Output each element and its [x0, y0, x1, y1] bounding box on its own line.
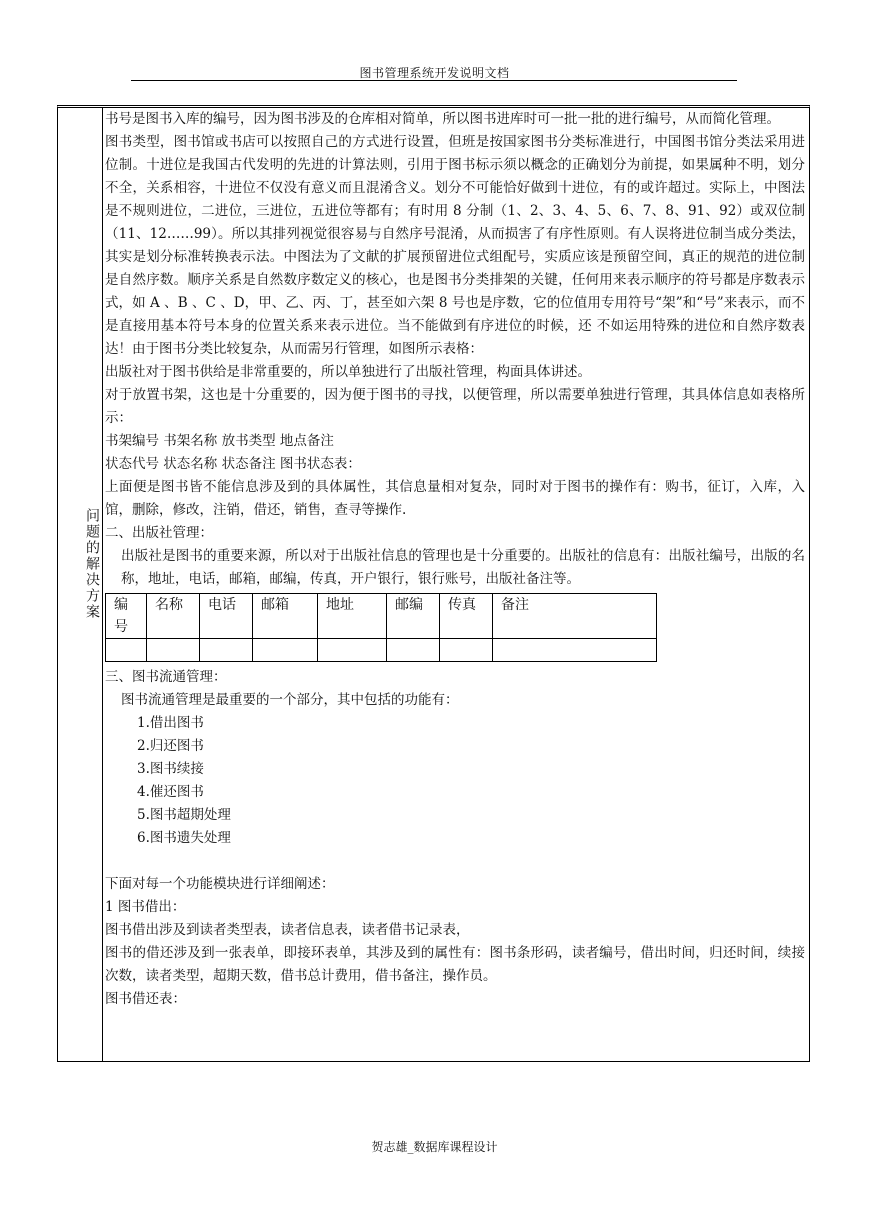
table-header-cell: 邮编	[387, 594, 440, 639]
table-header-cell: 编号	[106, 594, 147, 639]
header-rule	[131, 80, 737, 81]
content-body	[105, 108, 805, 1011]
paragraph: 出版社对于图书供给是非常重要的，所以单独进行了出版社管理，构面具体讲述。	[105, 364, 591, 380]
paragraph: 书号是图书入库的编号，因为图书涉及的仓库相对简单，所以图书进库时可一批一批的进行编号，从而简化管理。	[105, 111, 780, 127]
paragraph: 出版社是图书的重要来源，所以对于出版社信息的管理也是十分重要的。出版社的信息有：出版社编号，出版的名称，地址，电话，邮箱，邮编，传真，开户银行，银行账号，出版社备注等。	[121, 548, 805, 587]
page-footer: 贺志雄_数据库课程设计	[371, 1140, 498, 1154]
blank-line	[105, 850, 805, 873]
table-cell	[493, 639, 657, 662]
paragraph: 图书类型，图书馆或书店可以按照自己的方式进行设置，但班是按国家图书分类标准进行，中国图书馆分类法采用进位制。十进位是我国古代发明的先进的计算法则，引用于图书标示须以概念的正确划分为前提，如果属种不明，划分不全，关系相容，十进位不仅没有意义而且混淆含义。划分不可能恰好做到十进位，有的或许超过。实际上，中图法是不规则进位，二进位，三进位，五进位等都有；有时用 8 分制（1、2、3、4、5、6、7、8、91、92）或双位制（11、12……99）。所以其排列视觉很容易与自然序号混淆，从而损害了有序性原则。有人误将进位制当成分类法，其实是划分标准转换表示法。中图法为了文献的扩展预留进位式组配号，实质应该是预留空间，真正的规范的进位制是自然序数。顺序关系是自然数序数定义的核心，也是图书分类排架的关键，任何用来表示顺序的符号都是序数表示式，如 A 、B 、C 、D，甲、乙、丙、丁，甚至如六架 8 号也是序数，它的位值用专用符号“架”和“号”来表示，而不是直接用基本符号本身的位置关系来表示进位。当不能做到有序进位的时候，还 不如运用特殊的进位和自然序数表达！由于图书分类比较复杂，从而需另行管理，如图所示表格：	[105, 134, 805, 357]
left-column	[58, 108, 103, 1061]
table-cell	[106, 639, 147, 662]
list-item: 4.催还图书	[137, 784, 204, 800]
table-cell	[147, 639, 200, 662]
paragraph: 状态代号 状态名称 状态备注 图书状态表：	[105, 456, 361, 472]
table-header-cell: 名称	[147, 594, 200, 639]
section-heading: 三、图书流通管理：	[105, 669, 227, 685]
table-header-row	[106, 594, 657, 639]
content-frame	[57, 105, 810, 1062]
section-heading: 二、出版社管理：	[105, 525, 213, 541]
page-header: 图书管理系统开发说明文档	[359, 66, 510, 80]
table-row	[106, 639, 657, 662]
list-item: 6.图书遗失处理	[137, 830, 231, 846]
table-header-cell: 邮箱	[253, 594, 318, 639]
table-cell	[200, 639, 253, 662]
table-header-cell: 电话	[200, 594, 253, 639]
paragraph: 图书借还表：	[105, 991, 186, 1007]
paragraph: 图书流通管理是最重要的一个部分，其中包括的功能有：	[121, 692, 459, 708]
paragraph: 图书借出涉及到读者类型表，读者信息表，读者借书记录表，	[105, 922, 470, 938]
paragraph: 书架编号 书架名称 放书类型 地点备注	[105, 433, 334, 449]
list-item: 5.图书超期处理	[137, 807, 231, 823]
paragraph: 图书的借还涉及到一张表单，即接环表单，其涉及到的属性有：图书条形码，读者编号，借出时间，归还时间，续接次数，读者类型，超期天数，借书总计费用，借书备注，操作员。	[105, 945, 805, 984]
table-header-cell: 传真	[440, 594, 493, 639]
paragraph: 上面便是图书皆不能信息涉及到的具体属性，其信息量相对复杂，同时对于图书的操作有：购书，征订，入库，入馆，删除，修改，注销，借还，销售，查寻等操作.	[105, 479, 805, 518]
table-header-cell: 地址	[318, 594, 387, 639]
section-label: 问题的解决方案	[84, 508, 100, 620]
sub-heading: 1 图书借出：	[105, 899, 186, 915]
list-item: 1.借出图书	[137, 715, 204, 731]
list-item: 2.归还图书	[137, 738, 204, 754]
publisher-table	[105, 593, 657, 662]
table-cell	[253, 639, 318, 662]
paragraph: 下面对每一个功能模块进行详细阐述：	[105, 876, 335, 892]
table-cell	[440, 639, 493, 662]
table-cell	[318, 639, 387, 662]
table-header-cell: 备注	[493, 594, 657, 639]
list-item: 3.图书续接	[137, 761, 204, 777]
table-cell	[387, 639, 440, 662]
paragraph: 对于放置书架，这也是十分重要的，因为便于图书的寻找，以便管理，所以需要单独进行管理，其具体信息如表格所示：	[105, 387, 805, 426]
